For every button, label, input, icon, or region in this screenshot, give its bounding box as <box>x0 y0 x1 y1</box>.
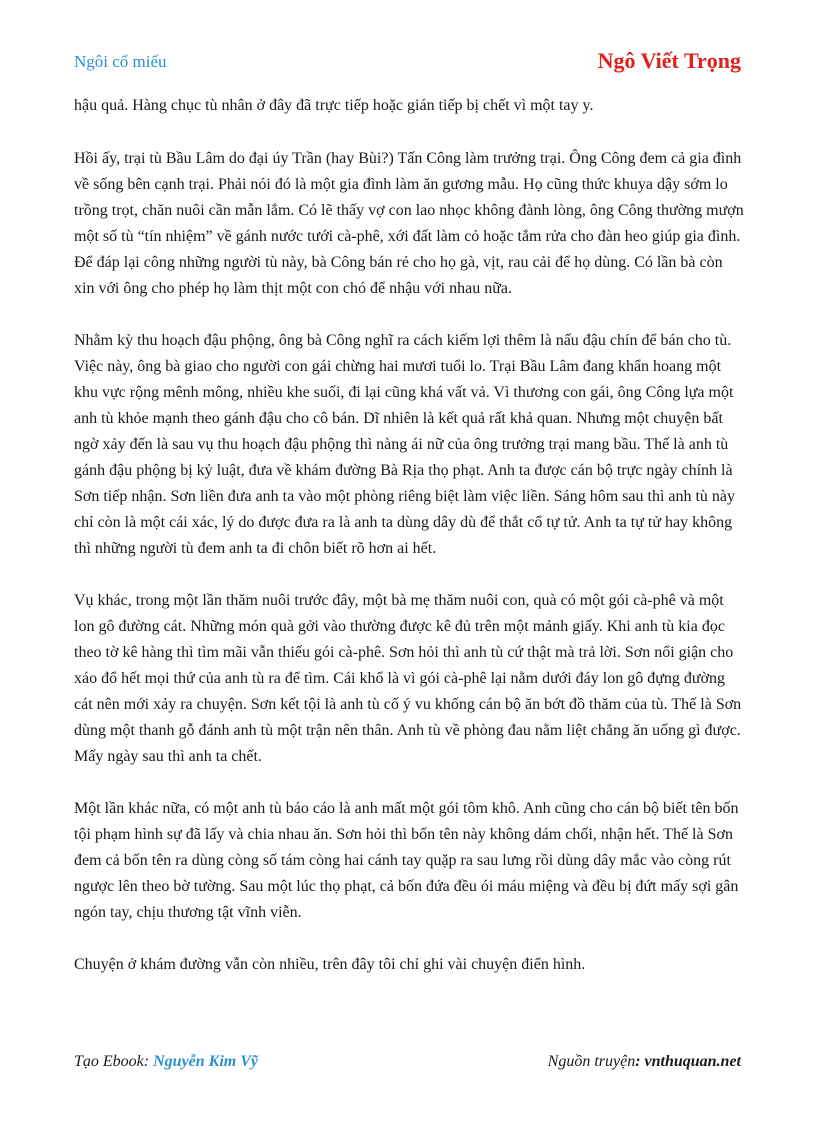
paragraph: hậu quả. Hàng chục tù nhân ở đây đã trực tiếp hoặc gián tiếp bị chết vì một tay y. <box>74 97 594 114</box>
paragraph: Một lần khác nữa, có một anh tù báo cáo là anh mất một gói tôm khô. Anh cũng cho cán bộ biết tên bốn tội phạm hình sự đã lấy và chia nhau ăn. Sơn hỏi thì bốn tên này không dám chối, nhận hết. Thế là Sơn đem cả bốn tên ra dùng còng số tám còng hai cánh tay quặp ra sau lưng rồi dùng dây mắc vào còng rút ngược lên theo bờ tường. Sau một lúc thọ phạt, cả bốn đứa đều ói máu miệng và đều bị đứt mấy sợi gân ngón tay, chịu thương tật vĩnh viễn. <box>74 800 739 921</box>
paragraph: Chuyện ở khám đường vẫn còn nhiều, trên đây tôi chỉ ghi vài chuyện điển hình. <box>74 956 586 973</box>
paragraph: Vụ khác, trong một lần thăm nuôi trước đây, một bà mẹ thăm nuôi con, quà có một gói cà-phê và một lon gô đường cát. Những món quà gởi vào thường được kê đủ trên một mảnh giấy. Khi anh tù kia đọc theo tờ kê hàng thì tìm mãi vẫn thiếu gói cà-phê. Sơn hỏi thì anh tù cứ thật mà trả lời. Sơn nổi giận cho xáo đổ hết mọi thứ của anh tù ra để tìm. Cái khổ là vì gói cà-phê lại nằm dưới đáy lon gô đựng đường cát nên mới xảy ra chuyện. Sơn kết tội là anh tù cố ý vu khống cán bộ ăn bớt đồ thăm của tù. Thế là Sơn dùng một thanh gỗ đánh anh tù một trận nên thân. Anh tù về phòng đau nằm liệt chẳng ăn uống gì được. Mấy ngày sau thì anh ta chết. <box>74 592 742 765</box>
source-site: vnthuquan.net <box>644 1053 741 1070</box>
page-body <box>74 93 746 1004</box>
book-title: Ngôi cổ miếu <box>74 52 167 71</box>
paragraph: Hồi ấy, trại tù Bầu Lâm do đại úy Trần (hay Bùi?) Tấn Công làm trưởng trại. Ông Công đem cả gia đình về sống bên cạnh trại. Phải nói đó là một gia đình làm ăn gương mẫu. Họ cũng thức khuya dậy sớm lo trồng trọt, chăn nuôi cần mẫn lắm. Có lẽ thấy vợ con lao nhọc không đành lòng, ông Công thường mượn một số tù “tín nhiệm” về gánh nước tưới cà-phê, xới đất làm cỏ hoặc tắm rửa cho đàn heo giúp gia đình. Để đáp lại công những người tù này, bà Công bán rẻ cho họ gà, vịt, rau cải để họ dùng. Có lần bà còn xin với ông cho phép họ làm thịt một con chó để nhậu với nhau nữa. <box>74 150 744 297</box>
source-credit: Nguồn truyện: vnthuquan.net <box>547 1053 741 1070</box>
author-name: Ngô Viết Trọng <box>597 48 741 73</box>
ebook-label: Tạo Ebook <box>74 1053 144 1070</box>
ebook-credit: Tạo Ebook: Nguyễn Kim Vỹ <box>74 1053 258 1070</box>
paragraph: Nhằm kỳ thu hoạch đậu phộng, ông bà Công nghĩ ra cách kiếm lợi thêm là nấu đậu chín để bán cho tù. Việc này, ông bà giao cho người con gái chừng hai mươi tuổi lo. Trại Bầu Lâm đang khẩn hoang một khu vực rộng mênh mông, nhiều khe suối, đi lại cũng khá vất vả. Vì thương con gái, ông Công lựa một anh tù khỏe mạnh theo gánh đậu cho cô bán. Dĩ nhiên là kết quả rất khả quan. Nhưng một chuyện bất ngờ xảy đến là sau vụ thu hoạch đậu phộng thì nàng ái nữ của ông trưởng trại mang bầu. Thế là anh tù gánh đậu phộng bị kỷ luật, đưa về khám đường Bà Rịa thọ phạt. Anh ta được cán bộ trực ngày chính là Sơn tiếp nhận. Sơn liền đưa anh ta vào một phòng riêng biệt làm việc liền. Sáng hôm sau thì anh tù này chỉ còn là một cái xác, lý do được đưa ra là anh ta dùng dây dù để thắt cổ tự tử. Anh ta tự tử hay không thì những người tù đem anh ta đi chôn biết rõ hơn ai hết. <box>74 332 736 557</box>
source-label: Nguồn truyện <box>547 1053 636 1070</box>
page-header <box>74 48 741 78</box>
ebook-creator: Nguyễn Kim Vỹ <box>153 1053 258 1070</box>
page-footer <box>74 1053 741 1079</box>
